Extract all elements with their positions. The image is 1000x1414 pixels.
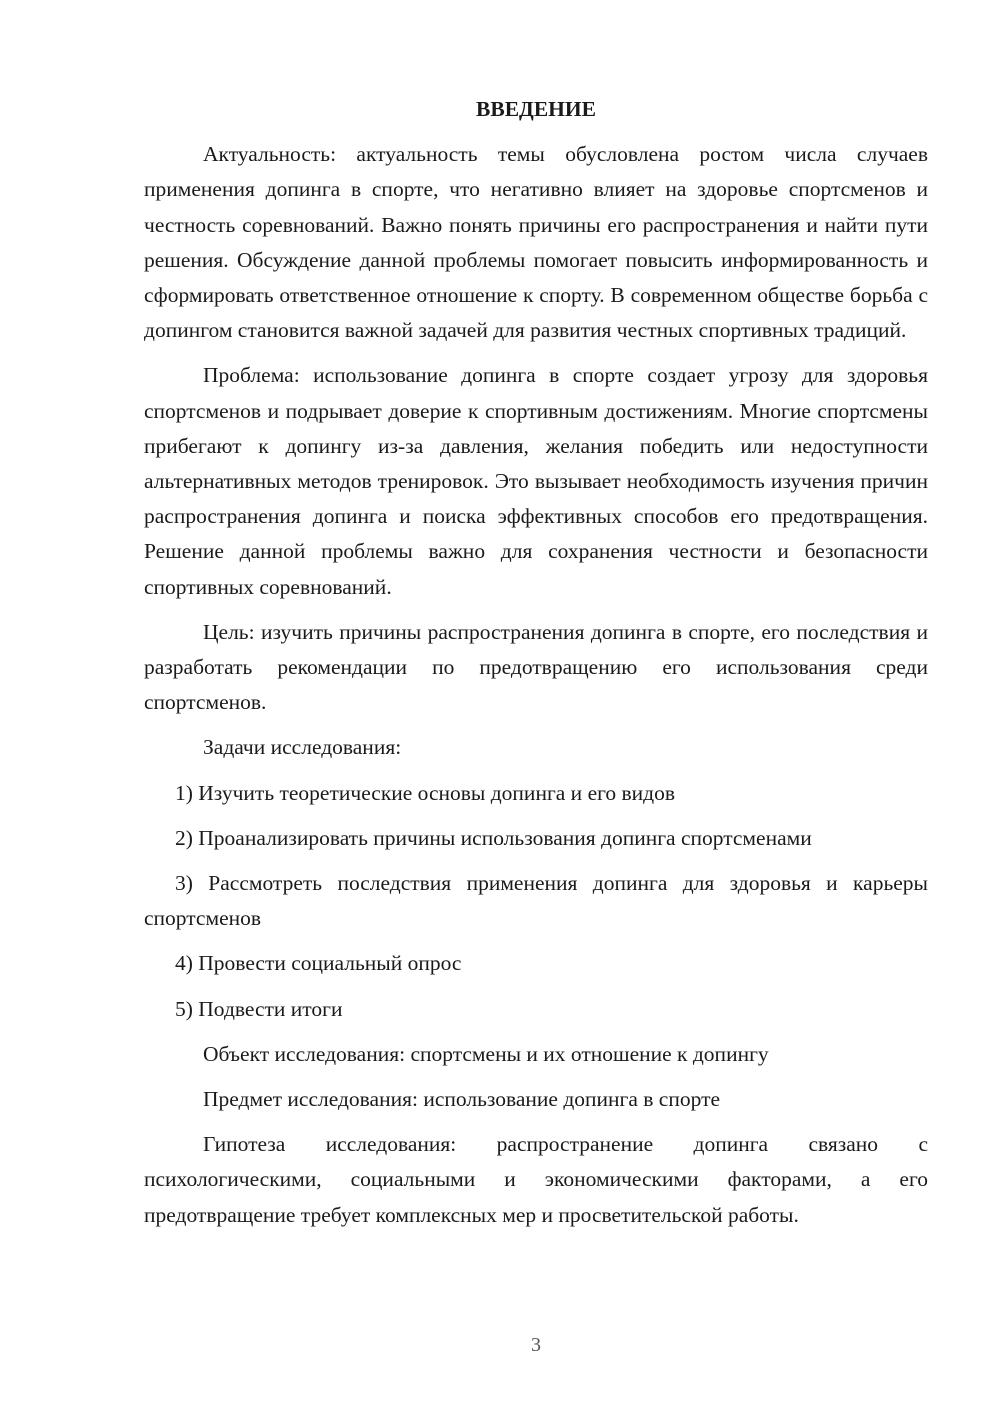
page-number: 3: [531, 1334, 541, 1356]
list-item: 4) Провести социальный опрос: [175, 951, 462, 976]
tasks-list: [144, 776, 928, 1027]
paragraph-problem: Проблема: использование допинга в спорте создает угрозу для здоровья спортсменов и подрывает доверие к спортивным достижениям. Многие спортсмены прибегают к допингу из-за давления, желания победить или недоступности альтернативных методов тренировок. Это вызывает необходимость изучения причин распространения допинга и поиска эффективных способов его предотвращения. Решение данной проблемы важно для сохранения честности и безопасности спортивных соревнований.: [144, 363, 928, 599]
page-title: ВВЕДЕНИЕ: [476, 97, 596, 121]
paragraph-goal: Цель: изучить причины распространения допинга в спорте, его последствия и разработать рекомендации по предотвращению его использования среди спортсменов.: [144, 619, 928, 715]
list-item: 3) Рассмотреть последствия применения допинга для здоровья и карьеры спортсменов: [144, 871, 928, 931]
list-item: 1) Изучить теоретические основы допинга и его видов: [175, 780, 676, 805]
tasks-heading: Задачи исследования:: [203, 735, 402, 760]
list-item: 2) Проанализировать причины использования допинга спортсменами: [175, 825, 812, 850]
paragraph-relevance: Актуальность: актуальность темы обусловлена ростом числа случаев применения допинга в спорте, что негативно влияет на здоровье спортсменов и честность соревнований. Важно понять причины его распространения и найти пути решения. Обсуждение данной проблемы помогает повысить информированность и сформировать ответственное отношение к спорту. В современном обществе борьба с допингом становится важной задачей для развития честных спортивных традиций.: [144, 142, 928, 343]
paragraph-hypothesis: Гипотеза исследования: распространение допинга связано с психологическими, социальными и экономическими факторами, а его предотвращение требует комплексных мер и просветительской работы.: [144, 1132, 928, 1227]
paragraph-object: Объект исследования: спортсмены и их отношение к допингу: [203, 1041, 769, 1066]
document-page: [144, 92, 928, 1243]
list-item: 5) Подвести итоги: [175, 996, 343, 1021]
paragraph-subject: Предмет исследования: использование допинга в спорте: [203, 1087, 721, 1112]
